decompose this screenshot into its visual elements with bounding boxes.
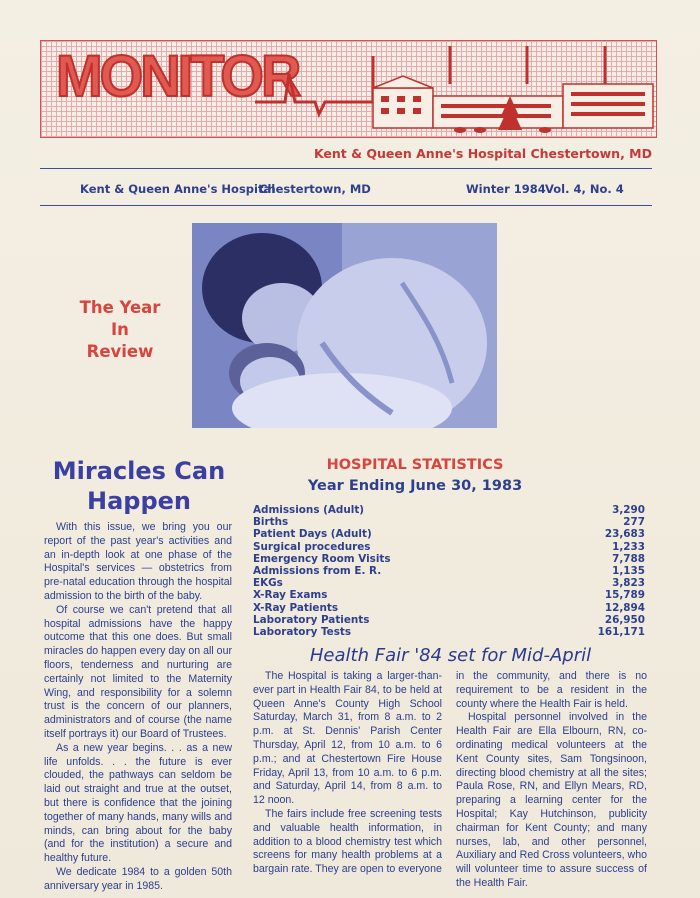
- stat-label: Admissions from E. R.: [253, 564, 382, 577]
- hospital-building-illustration: [255, 44, 655, 136]
- stat-value: 7,788: [612, 552, 645, 565]
- statistics-title: HOSPITAL STATISTICS: [326, 457, 504, 473]
- mother-and-baby-photo: [192, 223, 497, 428]
- stat-row: [253, 614, 645, 626]
- info-city: Chestertown, MD: [259, 182, 371, 196]
- stat-row: [253, 504, 645, 516]
- stat-value: 1,233: [612, 540, 645, 553]
- stat-label: Surgical procedures: [253, 540, 371, 553]
- top-rule: [40, 168, 652, 169]
- health-fair-column-2: [456, 670, 647, 891]
- health-fair-paragraph: The fairs include free screening tests and valuable health information, in addition to a blood chemistry test which screens for many health problems at a bargain rate. They are open to everyone: [253, 807, 442, 876]
- article-paragraph: We dedicate 1984 to a golden 50th anniversary year in 1985.: [44, 865, 232, 892]
- article-paragraph: With this issue, we bring you our report of the past year's activities and an in-depth look at one phase of the Hospital's services — obstetrics from pre-natal education through the hospital admission to the birth of the baby.: [44, 521, 232, 602]
- stat-row: [253, 516, 645, 528]
- stat-value: 3,823: [612, 577, 645, 590]
- bottom-rule: [40, 205, 652, 206]
- stat-row: [253, 626, 645, 638]
- article-headline: [44, 456, 234, 516]
- stat-label: Births: [253, 516, 289, 529]
- stat-value: 3,290: [612, 504, 645, 516]
- stat-label: Patient Days (Adult): [253, 528, 372, 541]
- stat-value: 1,135: [612, 564, 645, 577]
- stat-value: 161,171: [597, 625, 645, 638]
- health-fair-paragraph: in the community, and there is no requirement to be a resident in the county where the Health Fair is held.: [456, 670, 647, 710]
- info-volume: Vol. 4, No. 4: [545, 182, 624, 196]
- article-headline-line: Miracles Can: [52, 457, 226, 485]
- info-hospital: Kent & Queen Anne's Hospital: [80, 182, 276, 196]
- stat-row: [253, 553, 645, 565]
- info-issue: Winter 1984: [466, 182, 546, 196]
- stat-label: Emergency Room Visits: [253, 552, 391, 565]
- stat-label: X-Ray Exams: [253, 589, 328, 602]
- health-fair-paragraph: Hospital personnel involved in the Health Fair are Ella Elbourn, RN, co-ordinating medical volunteers at the Kent County sites, Sam Tongsinoon, directing blood chemistry at all the sites; Paula Rose, RN, and Ellyn Mears, RD, preparing a learning center for the Hospital; Kay Hutchinson, publicity chairman for Kent County; and many nurses, lab, and other personnel, Auxiliary and Red Cross volunteers, who will volunteer time to assure success of the Health Fair.: [456, 711, 647, 889]
- stat-value: 12,894: [604, 601, 645, 614]
- article-headline-line: Happen: [86, 487, 191, 515]
- stat-value: 277: [623, 516, 645, 529]
- stat-label: Admissions (Adult): [253, 504, 365, 516]
- article-body: [44, 521, 232, 894]
- article-paragraph: As a new year begins. . . as a new life unfolds. . . the future is ever clouded, the pathways can seldom be laid out straight and true at the outset, but there is confidence that the joining together of many hands, many wills and minds, can bring about for the baby (and for the institution) a secure and healthy future.: [44, 741, 232, 865]
- stat-label: Laboratory Patients: [253, 613, 370, 626]
- stat-label: X-Ray Patients: [253, 601, 339, 614]
- monitor-logo: MONITOR: [56, 42, 299, 109]
- stat-row: [253, 602, 645, 614]
- statistics-subtitle: Year Ending June 30, 1983: [307, 478, 523, 494]
- stat-row: [253, 528, 645, 540]
- stat-label: EKGs: [253, 577, 283, 590]
- year-in-review-line: The Year: [79, 298, 161, 317]
- year-in-review-label: [55, 297, 185, 363]
- stat-value: 15,789: [604, 589, 645, 602]
- statistics-table: [253, 504, 645, 638]
- stat-row: [253, 541, 645, 553]
- stat-row: [253, 589, 645, 601]
- masthead-hospital-line: Kent & Queen Anne's Hospital Chestertown, MD: [313, 146, 652, 161]
- stat-row: [253, 565, 645, 577]
- year-in-review-line: In: [111, 320, 129, 339]
- health-fair-headline: Health Fair '84 set for Mid-April: [309, 645, 592, 666]
- stat-label: Laboratory Tests: [253, 625, 352, 638]
- stat-value: 26,950: [604, 613, 645, 626]
- year-in-review-line: Review: [86, 342, 154, 361]
- health-fair-paragraph: The Hospital is taking a larger-than-ever part in Health Fair 84, to be held at Queen Anne's County High School Saturday, March 31, from 8 a.m. to 2 p.m. at St. Dennis' Parish Center Thursday, April 12, from 10 a.m. to 6 p.m.; and at Chestertown Fire House Friday, April 13, from 10 a.m. to 6 p.m. and Saturday, April 14, from 8 a.m. to 12 noon.: [253, 670, 442, 807]
- health-fair-column-1: [253, 670, 442, 877]
- article-paragraph: Of course we can't pretend that all hospital admissions have the happy outcome that this one does. But small miracles do happen every day on all our floors, tenderness and nurturing are certainly not limited to the Maternity Wing, and responsibility for a solemn trust is the concern of our planners, administrators and of course (the name itself portrays it) our Board of Trustees.: [44, 603, 232, 740]
- stat-value: 23,683: [604, 528, 645, 541]
- stat-row: [253, 577, 645, 589]
